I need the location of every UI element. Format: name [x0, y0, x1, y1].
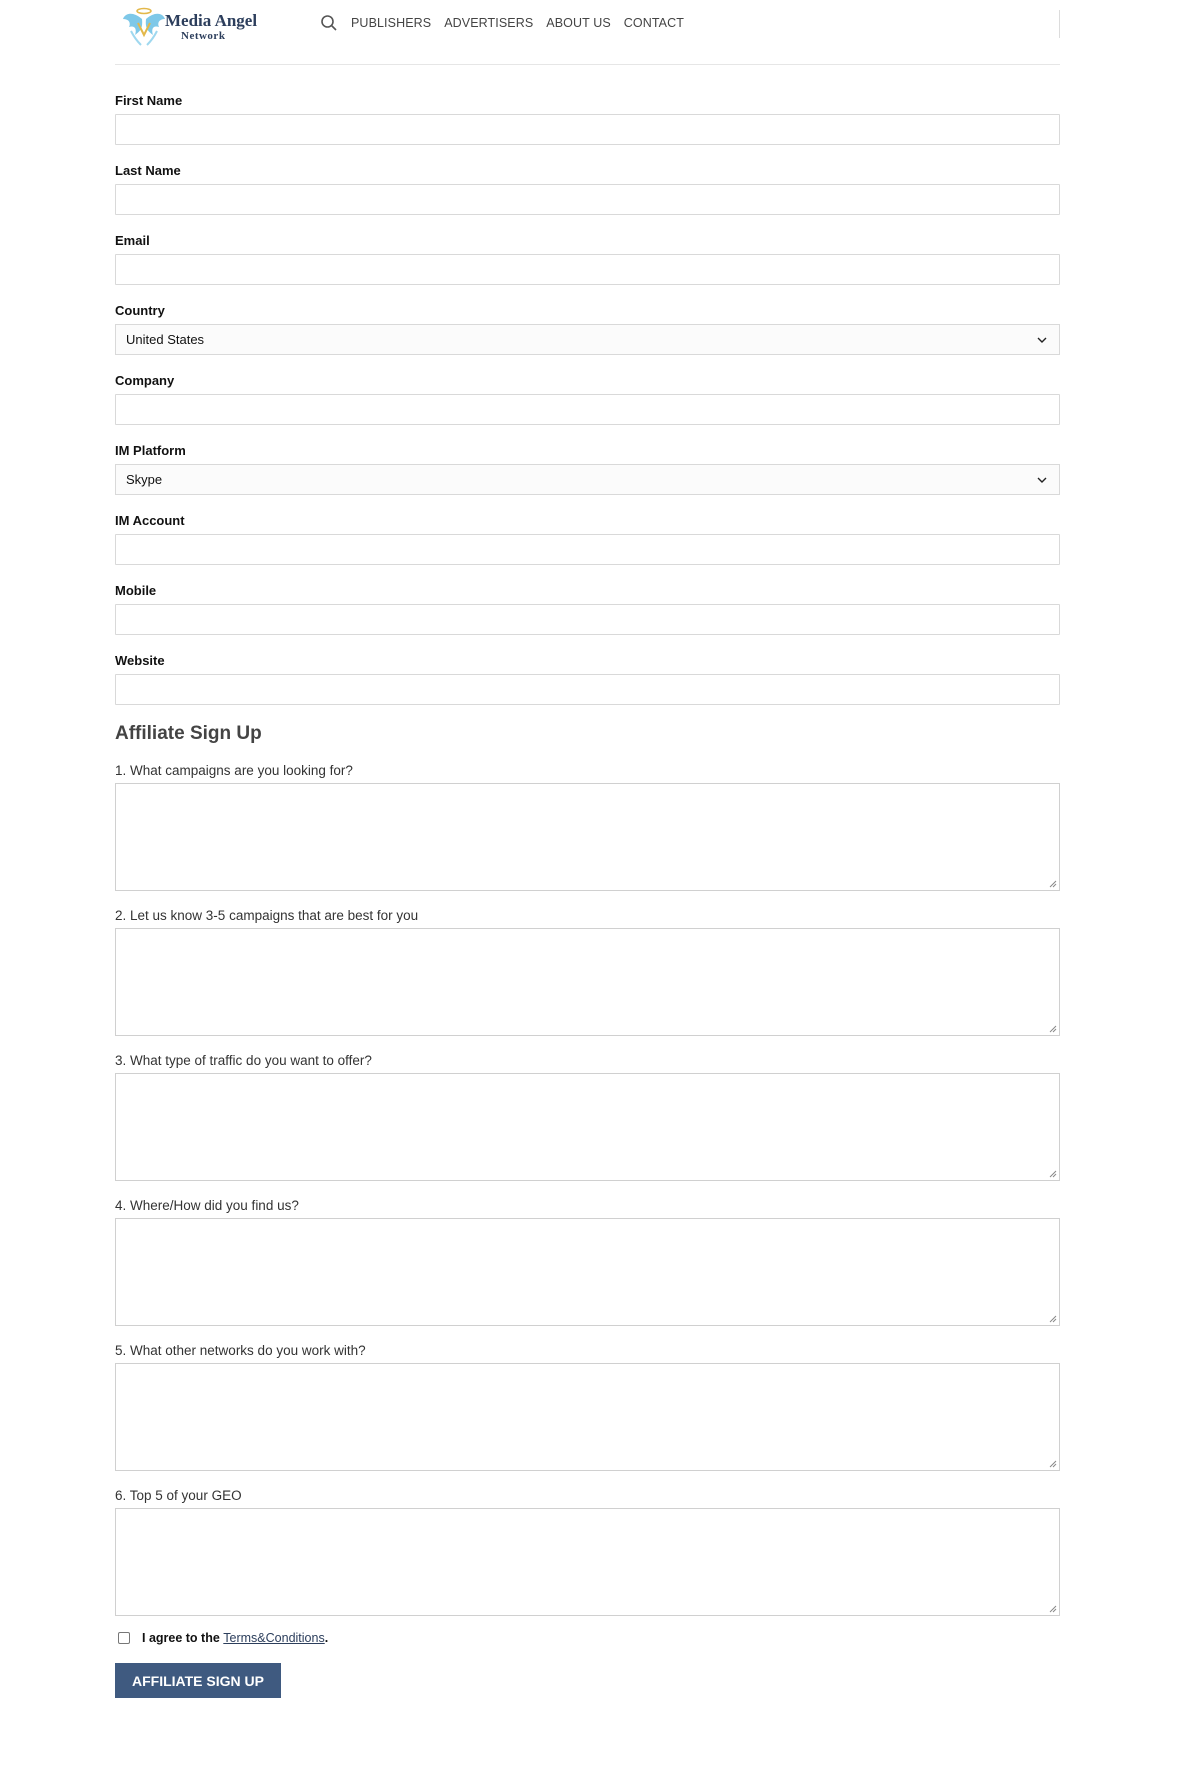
question-6-label: 6. Top 5 of your GEO — [115, 1488, 242, 1503]
header-rule — [115, 64, 1060, 65]
resize-grip-icon[interactable] — [1049, 1025, 1057, 1033]
affiliate-signup-form — [115, 92, 1060, 1689]
nav-publishers[interactable]: PUBLISHERS — [351, 16, 432, 30]
header-divider — [1059, 10, 1060, 38]
angel-logo-icon — [121, 5, 167, 49]
terms-text — [142, 1631, 328, 1645]
im-account-group — [115, 512, 1060, 582]
im-platform-group — [115, 442, 1060, 512]
question-5-textarea[interactable] — [115, 1363, 1060, 1471]
resize-grip-icon[interactable] — [1049, 1170, 1057, 1178]
question-3-group — [115, 1052, 1060, 1181]
terms-suffix: . — [324, 1631, 329, 1645]
terms-link[interactable]: Terms&Conditions — [223, 1631, 325, 1645]
question-6-group — [115, 1487, 1060, 1616]
nav-about-us[interactable]: ABOUT US — [546, 16, 611, 30]
affiliate-signup-button[interactable]: AFFILIATE SIGN UP — [115, 1663, 281, 1698]
question-1-textarea[interactable] — [115, 783, 1060, 891]
mobile-input[interactable] — [115, 604, 1060, 635]
email-group — [115, 232, 1060, 302]
im-platform-select[interactable] — [115, 464, 1060, 495]
country-group — [115, 302, 1060, 372]
chevron-down-icon — [1037, 337, 1047, 343]
nav-contact[interactable]: CONTACT — [623, 16, 684, 30]
question-3-textarea[interactable] — [115, 1073, 1060, 1181]
first-name-group — [115, 92, 1060, 162]
im-account-input[interactable] — [115, 534, 1060, 565]
country-select[interactable] — [115, 324, 1060, 355]
question-3-label: 3. What type of traffic do you want to offer? — [115, 1053, 372, 1068]
first-name-label: First Name — [115, 93, 183, 108]
resize-grip-icon[interactable] — [1049, 880, 1057, 888]
brand-subtitle: Network — [181, 30, 226, 42]
last-name-group — [115, 162, 1060, 232]
im-account-label: IM Account — [115, 513, 185, 528]
section-title: Affiliate Sign Up — [115, 723, 262, 744]
terms-prefix: I agree to the — [142, 1631, 224, 1645]
im-platform-value: Skype — [126, 472, 163, 487]
last-name-label: Last Name — [115, 163, 181, 178]
brand-title: Media Angel — [165, 11, 258, 30]
last-name-input[interactable] — [115, 184, 1060, 215]
website-label: Website — [115, 653, 165, 668]
first-name-input[interactable] — [115, 114, 1060, 145]
resize-grip-icon[interactable] — [1049, 1605, 1057, 1613]
mobile-label: Mobile — [115, 583, 157, 598]
terms-agreement — [118, 1631, 328, 1645]
website-input[interactable] — [115, 674, 1060, 705]
question-2-textarea[interactable] — [115, 928, 1060, 1036]
email-label: Email — [115, 233, 150, 248]
resize-grip-icon[interactable] — [1049, 1460, 1057, 1468]
site-header — [0, 0, 1179, 66]
search-icon[interactable] — [320, 14, 338, 32]
question-4-group — [115, 1197, 1060, 1326]
im-platform-label: IM Platform — [115, 443, 186, 458]
country-value: United States — [126, 332, 205, 347]
question-4-textarea[interactable] — [115, 1218, 1060, 1326]
question-4-label: 4. Where/How did you find us? — [115, 1198, 299, 1213]
company-input[interactable] — [115, 394, 1060, 425]
website-group — [115, 652, 1060, 722]
question-5-group — [115, 1342, 1060, 1471]
question-1-label: 1. What campaigns are you looking for? — [115, 763, 353, 778]
question-2-group — [115, 907, 1060, 1036]
company-group — [115, 372, 1060, 442]
email-input[interactable] — [115, 254, 1060, 285]
main-nav — [320, 14, 697, 32]
chevron-down-icon — [1037, 477, 1047, 483]
company-label: Company — [115, 373, 175, 388]
logo[interactable] — [121, 5, 261, 49]
question-1-group — [115, 762, 1060, 891]
question-5-label: 5. What other networks do you work with? — [115, 1343, 366, 1358]
question-2-label: 2. Let us know 3-5 campaigns that are best for you — [115, 908, 419, 923]
mobile-group — [115, 582, 1060, 652]
terms-checkbox[interactable] — [118, 1632, 130, 1644]
question-6-textarea[interactable] — [115, 1508, 1060, 1616]
country-label: Country — [115, 303, 165, 318]
nav-advertisers[interactable]: ADVERTISERS — [444, 16, 534, 30]
resize-grip-icon[interactable] — [1049, 1315, 1057, 1323]
